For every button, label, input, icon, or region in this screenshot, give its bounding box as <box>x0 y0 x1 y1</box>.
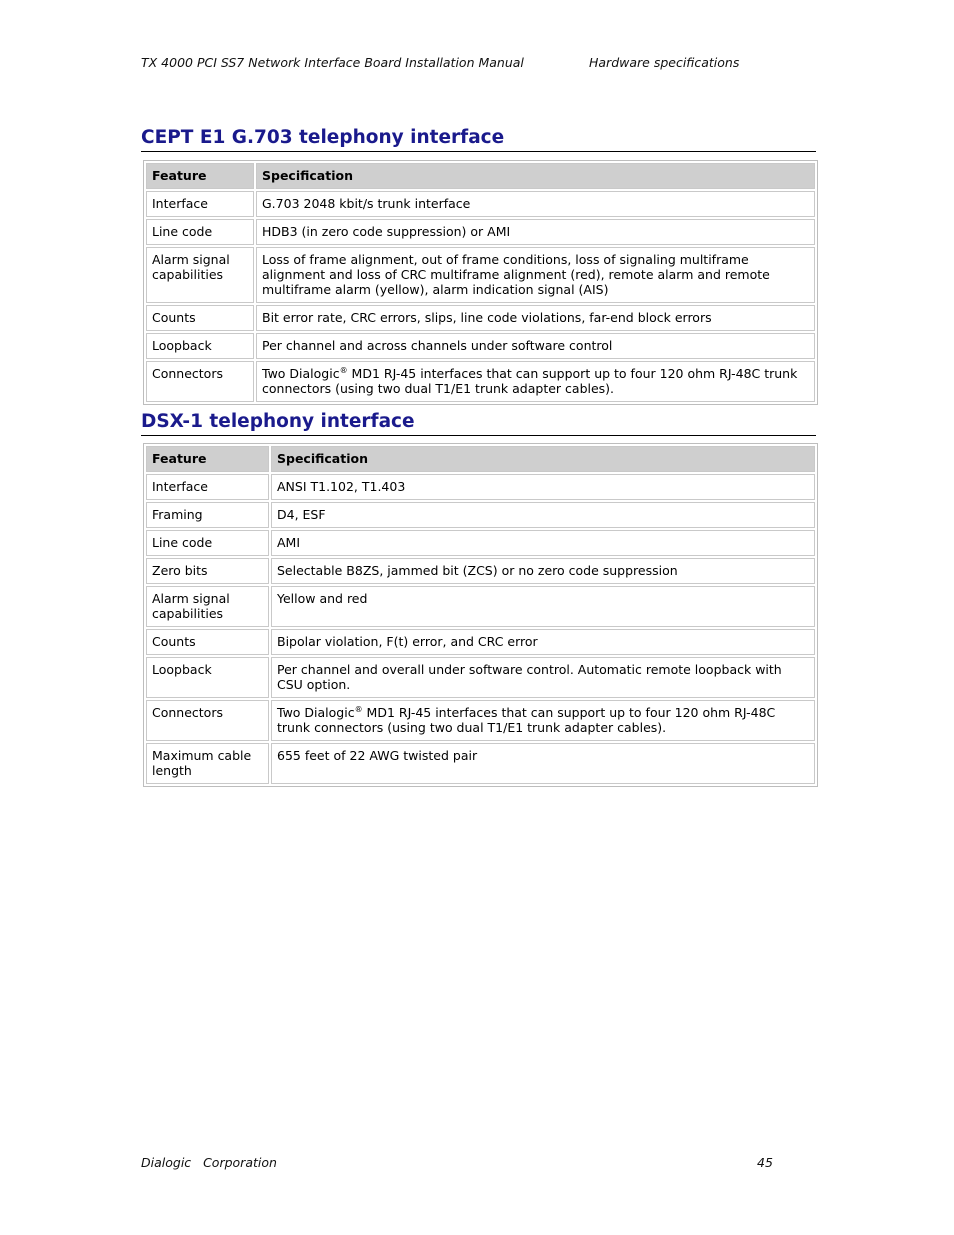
spec-cell: D4, ESF <box>271 502 815 528</box>
table-row <box>146 530 815 556</box>
feature-cell: Connectors <box>146 361 254 402</box>
feature-cell: Line code <box>146 530 269 556</box>
table-row <box>146 191 815 217</box>
feature-cell: Alarm signal capabilities <box>146 586 269 627</box>
spec-cell: HDB3 (in zero code suppression) or AMI <box>256 219 815 245</box>
feature-cell: Counts <box>146 629 269 655</box>
page-header <box>141 55 740 70</box>
column-header-specification: Specification <box>256 163 815 189</box>
table-row <box>146 502 815 528</box>
spec-cell: Bipolar violation, F(t) error, and CRC error <box>271 629 815 655</box>
dsx-spec-table <box>143 443 818 787</box>
table-row <box>146 629 815 655</box>
spec-cell: Bit error rate, CRC errors, slips, line code violations, far-end block errors <box>256 305 815 331</box>
table-row <box>146 700 815 741</box>
spec-text-pre: Two Dialogic <box>262 366 340 381</box>
feature-cell: Interface <box>146 191 254 217</box>
table-row <box>146 657 815 698</box>
spec-cell: Per channel and overall under software control. Automatic remote loopback with CSU option. <box>271 657 815 698</box>
table-header-row <box>146 446 815 472</box>
spec-text-pre: Two Dialogic <box>277 705 355 720</box>
table-row <box>146 586 815 627</box>
column-header-feature: Feature <box>146 163 254 189</box>
feature-cell: Loopback <box>146 333 254 359</box>
spec-cell: Loss of frame alignment, out of frame conditions, loss of signaling multiframe alignment and loss of CRC multiframe alignment (red), remote alarm and remote multiframe alarm (yellow), alarm indication signal (AIS) <box>256 247 815 303</box>
registered-mark: ® <box>339 365 348 375</box>
spec-text-post: MD1 RJ-45 interfaces that can support up to four 120 ohm RJ-48C trunk connectors (using two dual T1/E1 trunk adapter cables). <box>262 366 798 396</box>
feature-cell: Framing <box>146 502 269 528</box>
column-header-specification: Specification <box>271 446 815 472</box>
registered-mark: ® <box>354 704 363 714</box>
feature-cell: Zero bits <box>146 558 269 584</box>
table-row <box>146 247 815 303</box>
page-footer <box>141 1155 773 1170</box>
dsx-section-heading: DSX-1 telephony interface <box>141 411 816 436</box>
spec-cell: ANSI T1.102, T1.403 <box>271 474 815 500</box>
page-number: 45 <box>757 1155 773 1170</box>
spec-cell <box>256 361 815 402</box>
table-row <box>146 743 815 784</box>
cept-spec-table <box>143 160 818 405</box>
table-row <box>146 361 815 402</box>
cept-section-heading: CEPT E1 G.703 telephony interface <box>141 127 816 152</box>
spec-cell: Per channel and across channels under software control <box>256 333 815 359</box>
table-row <box>146 558 815 584</box>
spec-cell: G.703 2048 kbit/s trunk interface <box>256 191 815 217</box>
spec-cell: Yellow and red <box>271 586 815 627</box>
feature-cell: Line code <box>146 219 254 245</box>
feature-cell: Maximum cable length <box>146 743 269 784</box>
table-row <box>146 474 815 500</box>
feature-cell: Interface <box>146 474 269 500</box>
feature-cell: Counts <box>146 305 254 331</box>
feature-cell: Connectors <box>146 700 269 741</box>
spec-text-post: MD1 RJ-45 interfaces that can support up to four 120 ohm RJ-48C trunk connectors (using two dual T1/E1 trunk adapter cables). <box>277 705 776 735</box>
column-header-feature: Feature <box>146 446 269 472</box>
table-header-row <box>146 163 815 189</box>
spec-cell: Selectable B8ZS, jammed bit (ZCS) or no zero code suppression <box>271 558 815 584</box>
spec-cell <box>271 700 815 741</box>
feature-cell: Loopback <box>146 657 269 698</box>
table-row <box>146 305 815 331</box>
feature-cell: Alarm signal capabilities <box>146 247 254 303</box>
spec-cell: 655 feet of 22 AWG twisted pair <box>271 743 815 784</box>
company-name: Dialogic Corporation <box>141 1155 277 1170</box>
table-row <box>146 333 815 359</box>
manual-title: TX 4000 PCI SS7 Network Interface Board Installation Manual <box>141 55 524 70</box>
table-row <box>146 219 815 245</box>
section-title: Hardware specifications <box>589 55 740 70</box>
spec-cell: AMI <box>271 530 815 556</box>
